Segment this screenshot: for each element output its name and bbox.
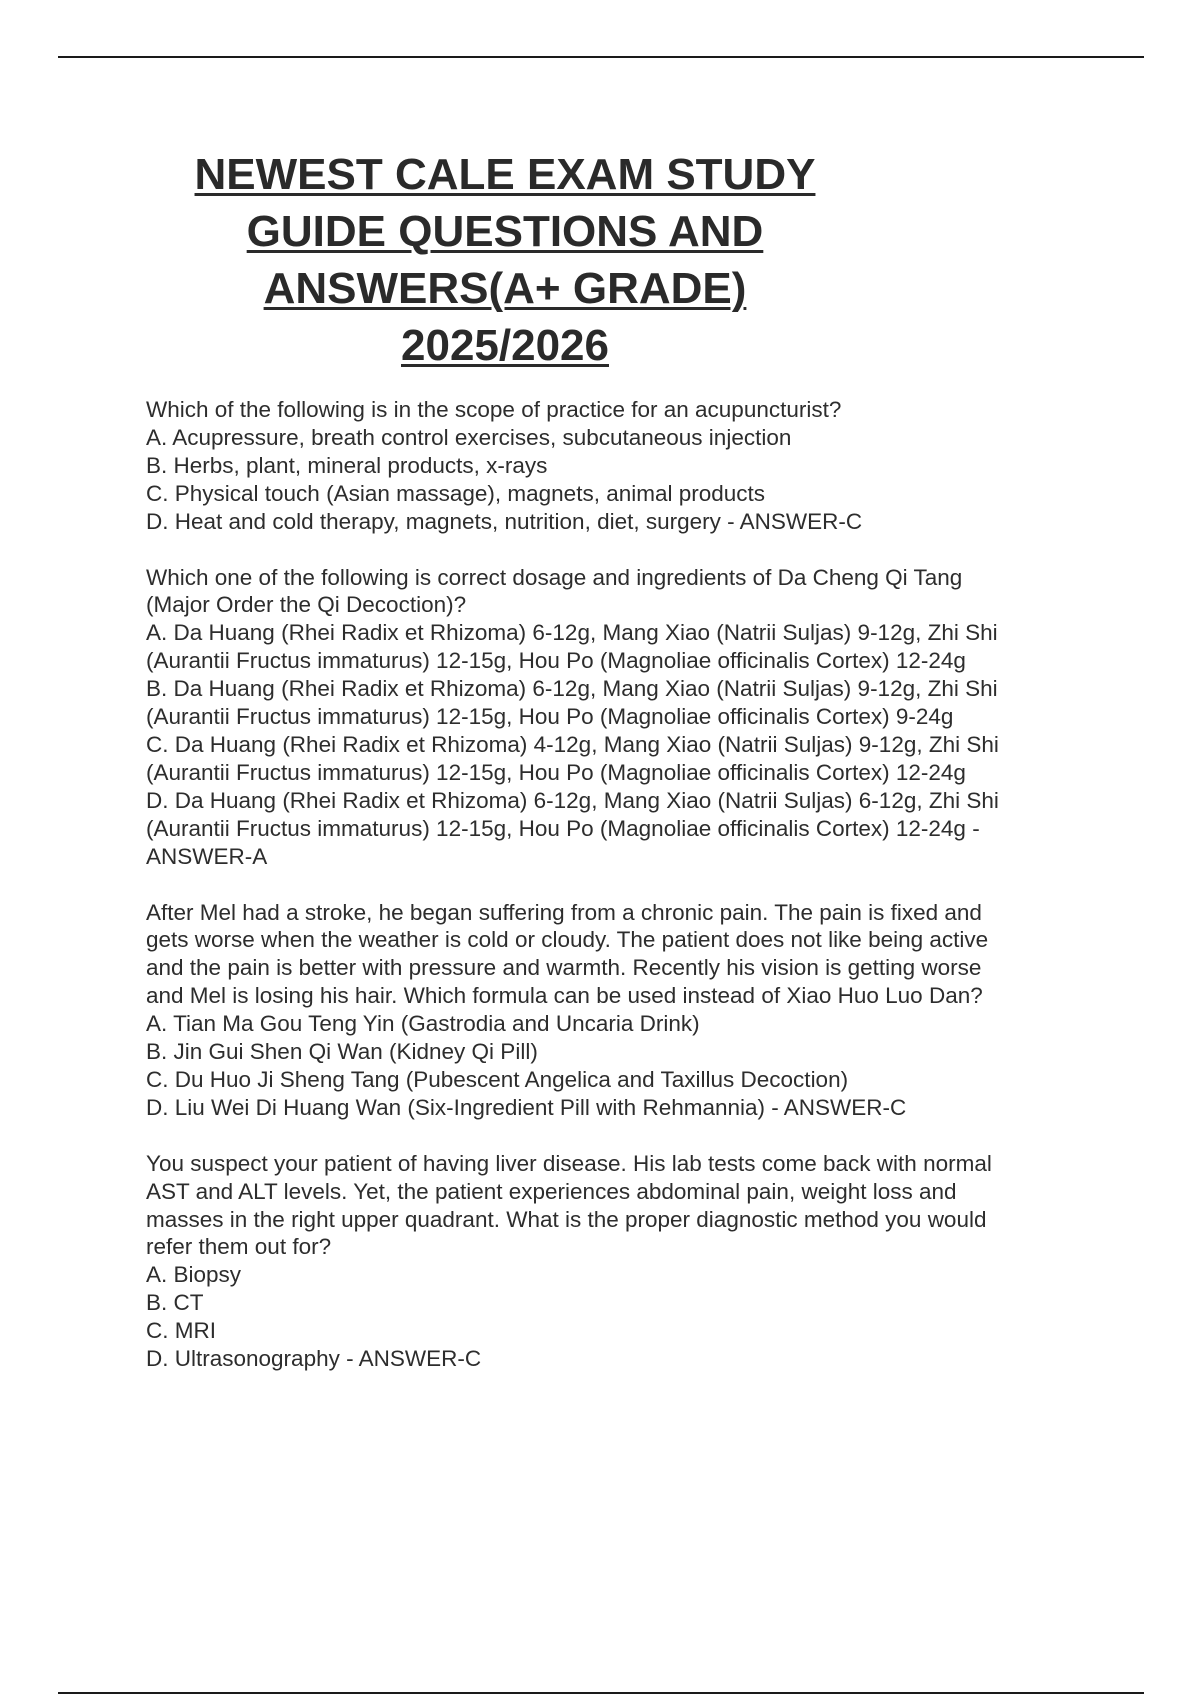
- question-text: You suspect your patient of having liver disease. His lab tests come back with normal: [146, 1150, 992, 1176]
- title-line: 2025/2026: [401, 321, 609, 370]
- answer-option: (Aurantii Fructus immaturus) 12-15g, Hou Po (Magnoliae officinalis Cortex) 9-24g: [146, 704, 954, 730]
- answer-option: D. Ultrasonography - ANSWER-C: [146, 1346, 482, 1372]
- question-text: After Mel had a stroke, he began suffering from a chronic pain. The pain is fixed and: [146, 899, 982, 925]
- answer-option: B. Da Huang (Rhei Radix et Rhizoma) 6-12g, Mang Xiao (Natrii Suljas) 9-12g, Zhi Shi: [146, 676, 998, 702]
- question-text: Which of the following is in the scope of practice for an acupuncturist?: [146, 397, 842, 422]
- answer-option: D. Heat and cold therapy, magnets, nutrition, diet, surgery - ANSWER-C: [146, 508, 863, 534]
- answer-option: B. Jin Gui Shen Qi Wan (Kidney Qi Pill): [146, 1039, 538, 1065]
- answer-option: A. Tian Ma Gou Teng Yin (Gastrodia and Uncaria Drink): [146, 1011, 700, 1037]
- answer-option: (Aurantii Fructus immaturus) 12-15g, Hou Po (Magnoliae officinalis Cortex) 12-24g -: [146, 815, 980, 841]
- title-line: GUIDE QUESTIONS AND: [246, 207, 764, 256]
- answer-option: A. Acupressure, breath control exercises, subcutaneous injection: [146, 424, 792, 450]
- title-line: ANSWERS(A+ GRADE): [263, 264, 747, 313]
- question-1: [146, 396, 1076, 536]
- answer-option: D. Liu Wei Di Huang Wan (Six-Ingredient Pill with Rehmannia) - ANSWER-C: [146, 1094, 907, 1120]
- answer-option: C. MRI: [146, 1318, 216, 1344]
- question-text: and the pain is better with pressure and warmth. Recently his vision is getting worse: [146, 955, 982, 981]
- document-title: [150, 146, 860, 374]
- question-text: Which one of the following is correct dosage and ingredients of Da Cheng Qi Tang: [146, 564, 963, 590]
- answer-option: C. Du Huo Ji Sheng Tang (Pubescent Angelica and Taxillus Decoction): [146, 1066, 849, 1092]
- answer-option: C. Da Huang (Rhei Radix et Rhizoma) 4-12g, Mang Xiao (Natrii Suljas) 9-12g, Zhi Shi: [146, 731, 999, 757]
- question-4: [146, 1150, 1076, 1373]
- answer-option: B. Herbs, plant, mineral products, x-rays: [146, 452, 548, 478]
- question-text: masses in the right upper quadrant. What is the proper diagnostic method you would: [146, 1206, 987, 1232]
- question-3: [146, 899, 1076, 1122]
- answer-option: A. Da Huang (Rhei Radix et Rhizoma) 6-12g, Mang Xiao (Natrii Suljas) 9-12g, Zhi Shi: [146, 620, 998, 646]
- answer-key: ANSWER-A: [146, 843, 268, 869]
- answer-option: A. Biopsy: [146, 1262, 242, 1288]
- answer-option: C. Physical touch (Asian massage), magnets, animal products: [146, 480, 766, 506]
- title-line: NEWEST CALE EXAM STUDY: [194, 150, 816, 199]
- answer-option: (Aurantii Fructus immaturus) 12-15g, Hou Po (Magnoliae officinalis Cortex) 12-24g: [146, 648, 966, 674]
- question-text: and Mel is losing his hair. Which formula can be used instead of Xiao Huo Luo Dan?: [146, 983, 983, 1009]
- answer-option: D. Da Huang (Rhei Radix et Rhizoma) 6-12g, Mang Xiao (Natrii Suljas) 6-12g, Zhi Shi: [146, 787, 999, 813]
- question-text: AST and ALT levels. Yet, the patient experiences abdominal pain, weight loss and: [146, 1178, 957, 1204]
- question-text: refer them out for?: [146, 1234, 332, 1260]
- question-text: gets worse when the weather is cold or cloudy. The patient does not like being active: [146, 927, 989, 953]
- question-2: [146, 564, 1076, 871]
- questions-list: [146, 396, 1076, 1401]
- answer-option: B. CT: [146, 1290, 204, 1316]
- question-text: (Major Order the Qi Decoction)?: [146, 592, 467, 618]
- bottom-rule: [58, 1692, 1144, 1694]
- answer-option: (Aurantii Fructus immaturus) 12-15g, Hou Po (Magnoliae officinalis Cortex) 12-24g: [146, 759, 966, 785]
- top-rule: [58, 56, 1144, 58]
